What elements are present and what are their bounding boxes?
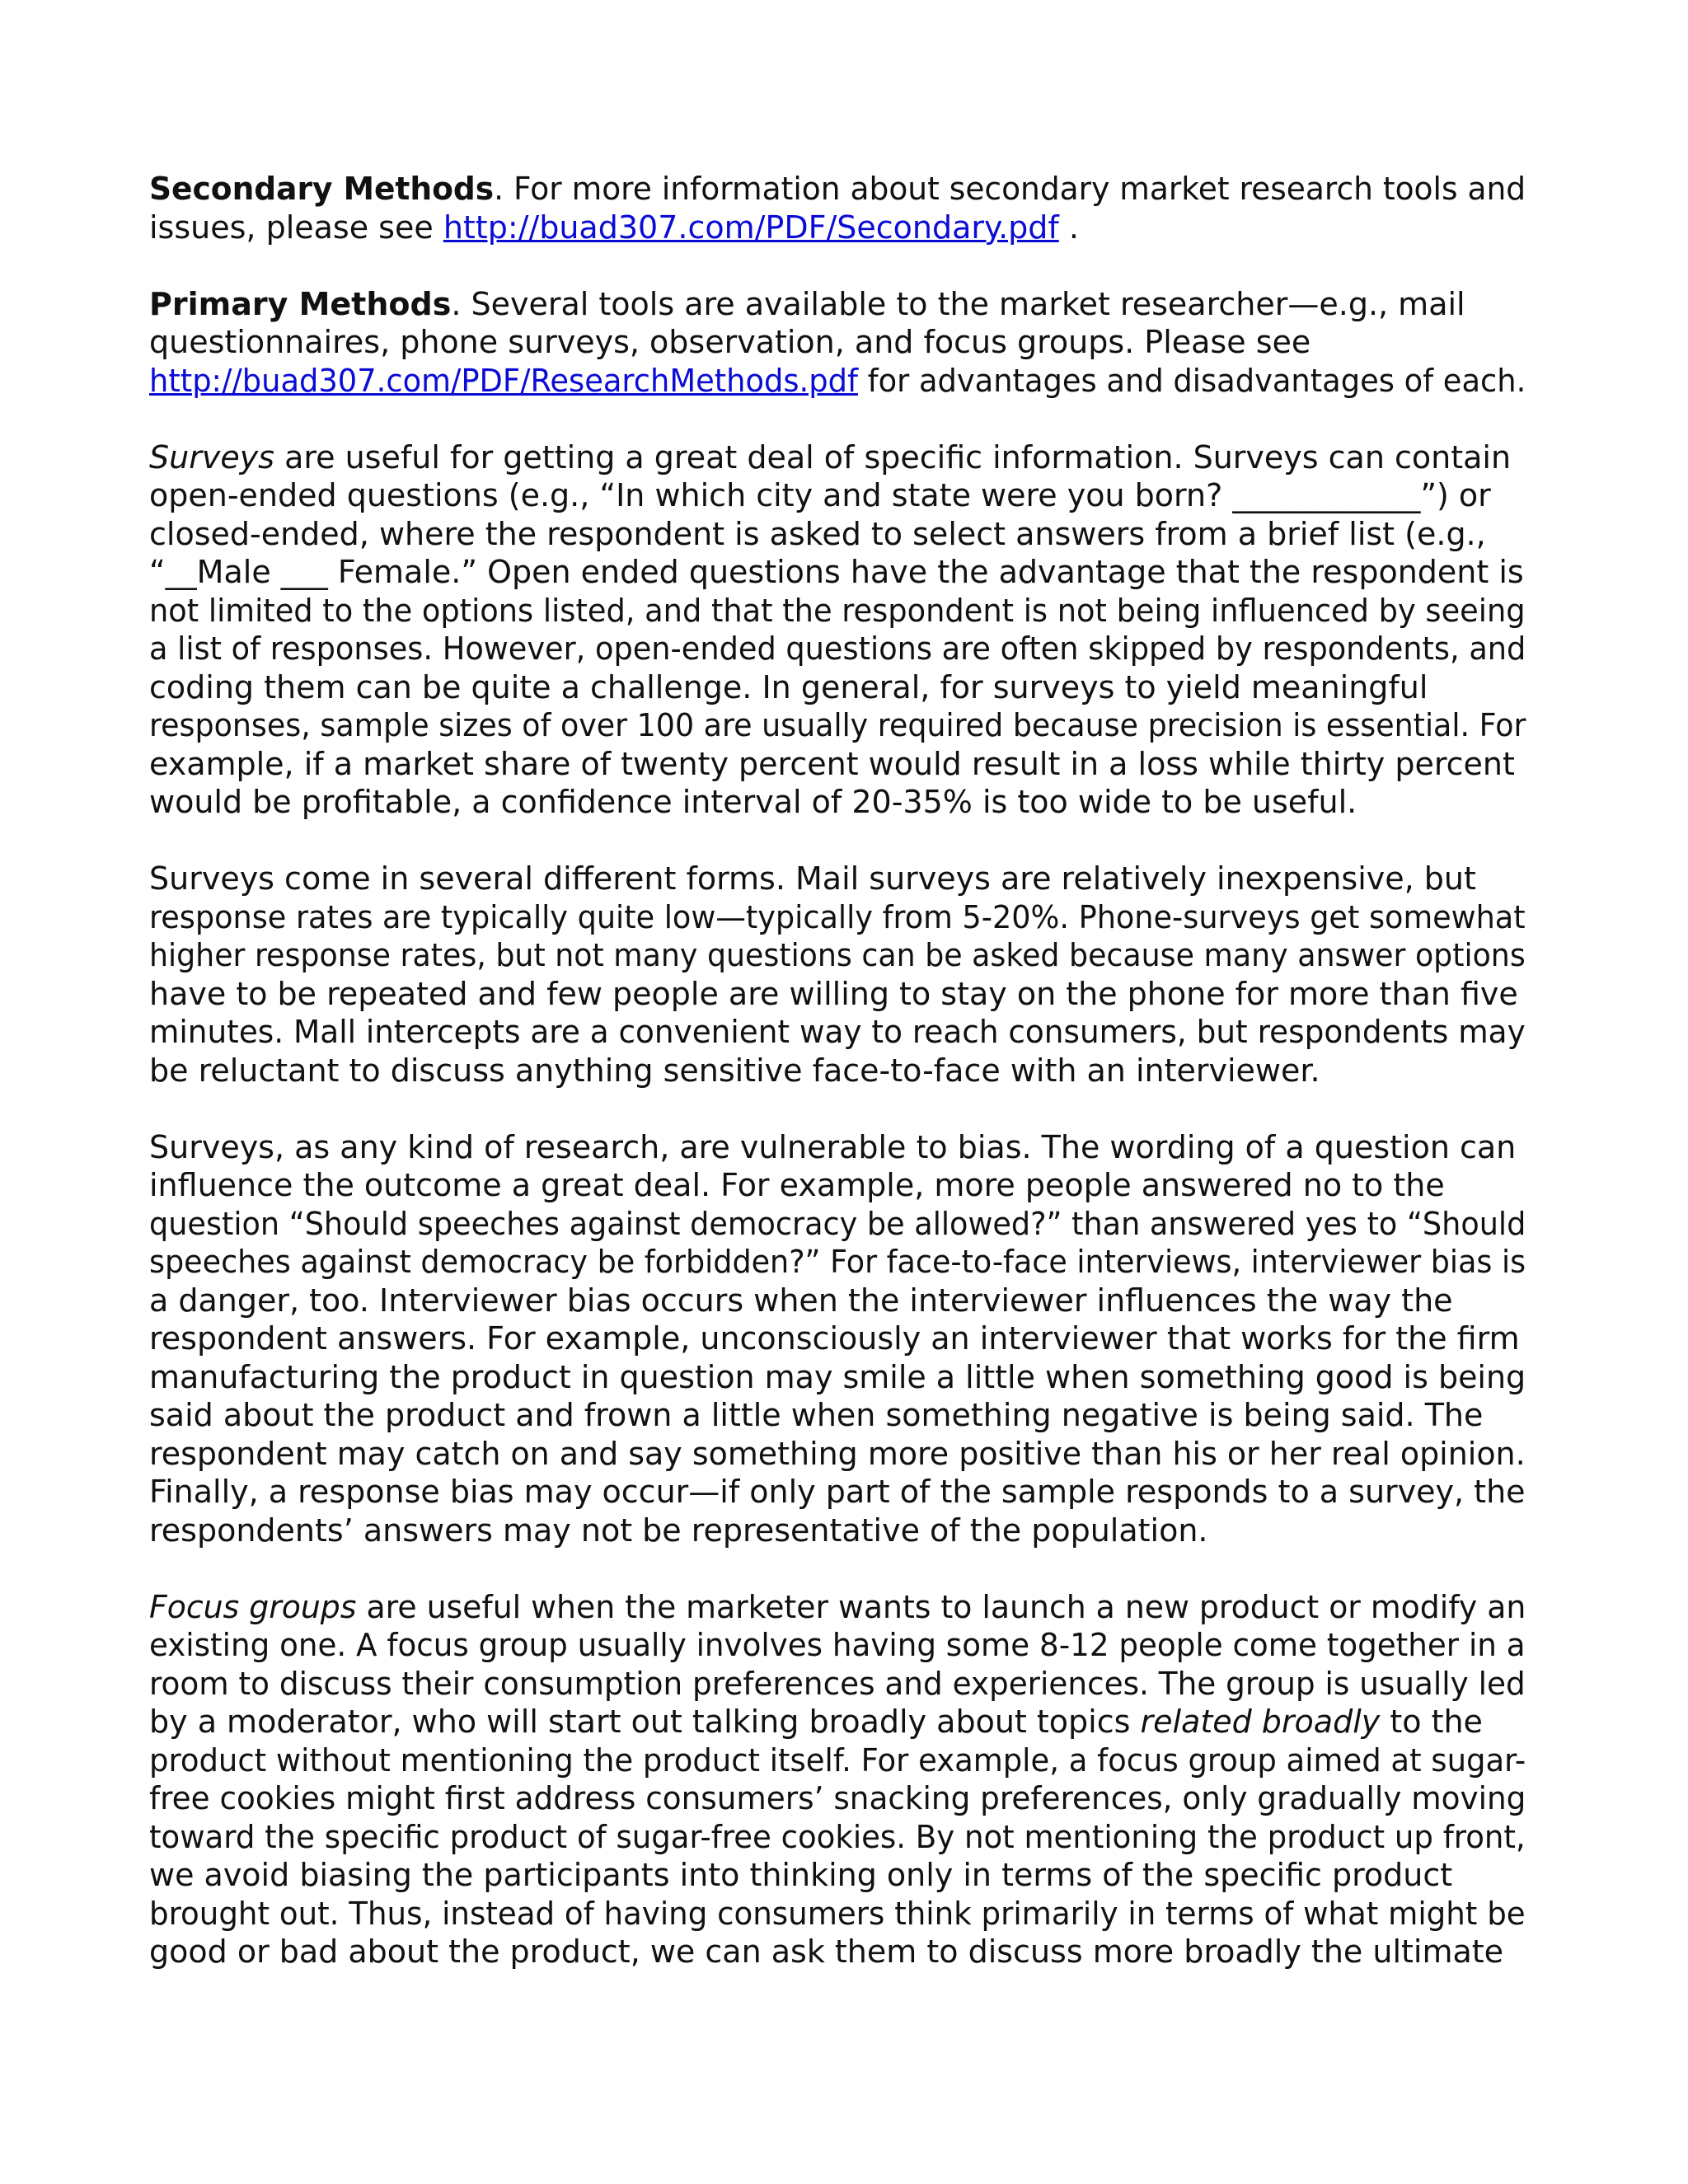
paragraph-line: be reluctant to discuss anything sensitive face-to-face with an interviewer. <box>149 1052 1320 1089</box>
paragraph-text: to the <box>1380 1704 1483 1740</box>
paragraph-line: Finally, a response bias may occur—if only part of the sample responds to a survey, the <box>149 1474 1526 1510</box>
survey-bias-paragraph <box>149 1128 1526 1550</box>
paragraph-line: good or bad about the product, we can ask them to discuss more broadly the ultimate <box>149 1933 1504 1970</box>
paragraph-text: are useful for getting a great deal of specific information. Surveys can contain <box>274 438 1512 476</box>
paragraph-line: questionnaires, phone surveys, observation, and focus groups. Please see <box>149 324 1311 360</box>
focus-groups-paragraph <box>149 1588 1526 1971</box>
paragraph-line <box>149 1588 1526 1627</box>
paragraph-line: higher response rates, but not many questions can be asked because many answer options <box>149 937 1526 973</box>
paragraph-line: respondent may catch on and say something more positive than his or her real opinion. <box>149 1435 1526 1472</box>
surveys-paragraph <box>149 438 1526 822</box>
paragraph-text: . For more information about secondary market research tools and <box>494 171 1526 207</box>
paragraph-line: speeches against democracy be forbidden?” For face-to-face interviews, interviewer bias is <box>149 1244 1526 1280</box>
paragraph-line: a danger, too. Interviewer bias occurs when the interviewer influences the way the <box>149 1282 1453 1319</box>
paragraph-line: brought out. Thus, instead of having consumers think primarily in terms of what might be <box>149 1895 1526 1932</box>
paragraph-line: example, if a market share of twenty percent would result in a loss while thirty percent <box>149 745 1515 782</box>
paragraph-line: manufacturing the product in question may smile a little when something good is being <box>149 1358 1526 1395</box>
paragraph-line: Surveys, as any kind of research, are vulnerable to bias. The wording of a question can <box>149 1128 1517 1165</box>
paragraph-text: issues, please see <box>149 209 443 246</box>
paragraph-line <box>149 1703 1526 1741</box>
paragraph-text: are useful when the marketer wants to launch a new product or modify an <box>356 1588 1526 1625</box>
paragraph-text: . Several tools are available to the market researcher—e.g., mail <box>451 285 1465 322</box>
paragraph-line <box>149 285 1526 324</box>
focus-groups-term: Focus groups <box>149 1588 357 1625</box>
survey-forms-paragraph <box>149 860 1526 1090</box>
paragraph-line: “__Male ___ Female.” Open ended questions have the advantage that the respondent is <box>149 554 1524 590</box>
paragraph-line: not limited to the options listed, and that the respondent is not being influenced by seeing <box>149 592 1526 629</box>
paragraph-line: minutes. Mall intercepts are a convenient way to reach consumers, but respondents may <box>149 1014 1526 1050</box>
paragraph-line: responses, sample sizes of over 100 are usually required because precision is essential. For <box>149 707 1526 743</box>
paragraph-line: have to be repeated and few people are willing to stay on the phone for more than five <box>149 975 1518 1012</box>
paragraph-line: existing one. A focus group usually involves having some 8-12 people come together in a <box>149 1627 1526 1663</box>
paragraph-line: response rates are typically quite low—typically from 5-20%. Phone-surveys get somewhat <box>149 898 1526 935</box>
document-page <box>149 170 1526 1971</box>
paragraph-line: influence the outcome a great deal. For example, more people answered no to the <box>149 1167 1445 1203</box>
paragraph-line <box>149 170 1526 209</box>
surveys-term: Surveys <box>149 438 274 476</box>
paragraph-line: closed-ended, where the respondent is asked to select answers from a brief list (e.g., <box>149 515 1486 552</box>
paragraph-line: we avoid biasing the participants into thinking only in terms of the specific product <box>149 1857 1453 1893</box>
paragraph-line: question “Should speeches against democracy be allowed?” than answered yes to “Should <box>149 1205 1526 1242</box>
paragraph-line: product without mentioning the product itself. For example, a focus group aimed at sugar- <box>149 1741 1526 1779</box>
primary-methods-paragraph <box>149 285 1526 401</box>
secondary-methods-paragraph <box>149 170 1526 246</box>
emphasis-text: related broadly <box>1140 1704 1381 1740</box>
paragraph-line: would be profitable, a confidence interval of 20-35% is too wide to be useful. <box>149 784 1357 820</box>
paragraph-line: room to discuss their consumption preferences and experiences. The group is usually led <box>149 1665 1526 1702</box>
paragraph-line: coding them can be quite a challenge. In general, for surveys to yield meaningful <box>149 668 1428 705</box>
paragraph-line: open-ended questions (e.g., “In which city and state were you born? ____________”) or <box>149 477 1491 513</box>
secondary-methods-heading: Secondary Methods <box>149 171 495 207</box>
research-methods-pdf-link[interactable]: http://buad307.com/PDF/ResearchMethods.pdf <box>149 362 858 399</box>
paragraph-line: free cookies might first address consumers’ snacking preferences, only gradually moving <box>149 1780 1526 1816</box>
secondary-pdf-link[interactable]: http://buad307.com/PDF/Secondary.pdf <box>443 209 1059 246</box>
paragraph-line: respondents’ answers may not be representative of the population. <box>149 1511 1208 1549</box>
paragraph-line: toward the specific product of sugar-free cookies. By not mentioning the product up front, <box>149 1818 1526 1855</box>
paragraph-line <box>149 362 1526 401</box>
paragraph-line: a list of responses. However, open-ended questions are often skipped by respondents, and <box>149 630 1526 667</box>
paragraph-text: . <box>1058 209 1079 246</box>
paragraph-line: said about the product and frown a little when something negative is being said. The <box>149 1397 1484 1433</box>
paragraph-text: for advantages and disadvantages of each. <box>857 362 1526 399</box>
paragraph-line: respondent answers. For example, unconsciously an interviewer that works for the firm <box>149 1320 1520 1357</box>
paragraph-text: by a moderator, who will start out talking broadly about topics <box>149 1704 1141 1740</box>
paragraph-line <box>149 209 1526 247</box>
paragraph-line: Surveys come in several different forms. Mail surveys are relatively inexpensive, but <box>149 860 1476 897</box>
paragraph-line <box>149 438 1526 477</box>
primary-methods-heading: Primary Methods <box>149 285 452 322</box>
